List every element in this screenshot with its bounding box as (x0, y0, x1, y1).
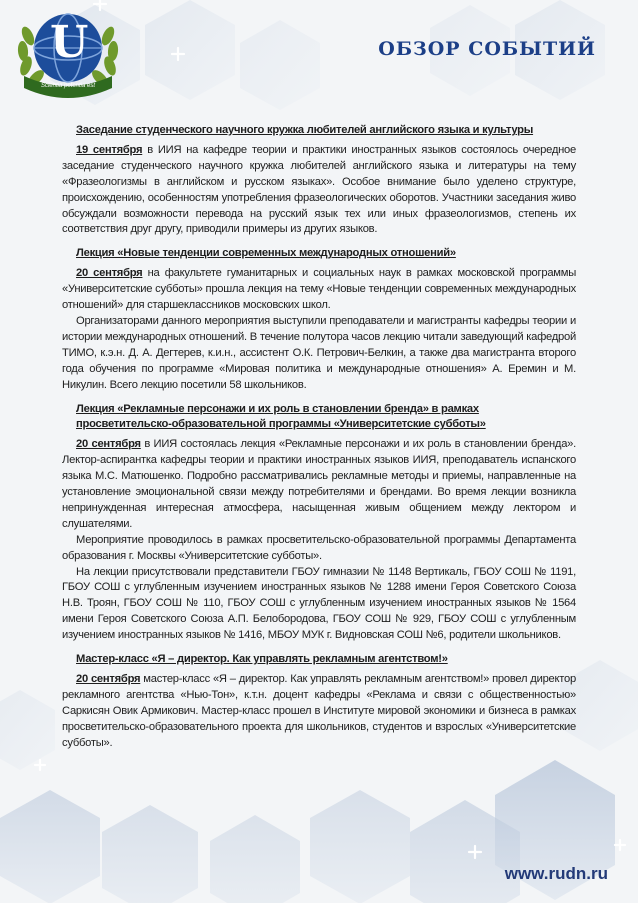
event-title: Лекция «Новые тенденции современных международных отношений» (76, 247, 456, 260)
event-section (62, 246, 576, 393)
event-title: Мастер-класс «Я – директор. Как управлять рекламным агентством!» (76, 653, 448, 666)
page-title: ОБЗОР СОБЫТИЙ (378, 38, 596, 60)
logo-ribbon-text: Scientia potentia est (40, 83, 96, 89)
event-paragraph (62, 533, 576, 565)
event-paragraph (62, 266, 576, 314)
event-section (62, 123, 576, 238)
event-section (62, 402, 576, 645)
event-paragraph (62, 143, 576, 238)
logo-letter: U (50, 17, 89, 68)
event-paragraph (62, 314, 576, 394)
event-date: 20 сентября (76, 438, 141, 451)
event-text: Мероприятие проводилось в рамках просветительско-образовательной программы Департамента образования г. Москвы «Университетские субботы». (62, 533, 576, 562)
event-title: Заседание студенческого научного кружка любителей английского языка и культуры (76, 124, 534, 136)
event-date: 20 сентября (76, 673, 141, 685)
event-paragraph (62, 565, 576, 645)
event-text: на факультете гуманитарных и социальных наук в рамках московской программы «Университетские субботы» прошла лекция на тему «Новые тенденции современных международных отношений» для старшеклассников московских школ. (62, 267, 576, 312)
event-text: Организаторами данного мероприятия выступили преподаватели и магистранты кафедры теории и истории международных отношений. В течение полутора часов лекцию читали заведующий кафедрой ТИМО, к.э.н. Д. А. Дегтерев, к.и.н., ассистент О.К. Петрович-Белкин, а также два магистранта второго года обучения по программе «Мировая политика и международные отношения» А. Еремин и М. Никулин. Всего лекцию посетили 58 школьников. (62, 314, 576, 391)
event-text: На лекции присутствовали представители ГБОУ гимназии № 1148 Вертикаль, ГБОУ СОШ № 1191, ГБОУ СОШ с углубленным изучением иностранных языков № 1288 имени Героя Советского Союза Н.В. Троян, ГБОУ СОШ № 110, ГБОУ СОШ с углубленным изучением иностранных языков № 1564 имени Героя Советского Союза А.П. Белобородова, ГБОУ СОШ № 929, ГБОУ СОШ с углубленным изучением иностранных языков № 1416, МБОУ МУК г. Видновская СОШ №6, родители школьников. (62, 565, 576, 642)
event-section (62, 652, 576, 751)
event-text: мастер-класс «Я – директор. Как управлять рекламным агентством!» провел директор рекламного агентства «Нью-Тон», к.т.н. доцент кафедры «Реклама и связи с общественностью» Саркисян Овик Армикович. Мастер-класс прошел в Институте мировой экономики и бизнеса в рамках просветительско-образовательного проекта для школьников, студентов и взрослых «Университетские субботы». (62, 673, 576, 749)
event-paragraph (62, 672, 576, 752)
event-title: Лекция «Рекламные персонажи и их роль в становлении бренда» в рамках просветительско-образовательной программы «Университетские субботы» (76, 402, 486, 431)
event-paragraph (62, 437, 576, 532)
event-date: 20 сентября (76, 267, 143, 280)
events-review (62, 123, 576, 760)
event-text: в ИИЯ состоялась лекция «Рекламные персонажи и их роль в становлении бренда». Лектор-аспирантка кафедры теории и практики иностранных языков ИИЯ, преподаватель испанского языка М.С. Матюшенко. Подробно рассматривались рекламные методы и приемы, направленные на установление эмоциональной связи между потребителями и брендами. Во время лекции возникла непринужденная интересная атмосфера, насыщенная живым общением между лектором и слушателями. (62, 438, 577, 530)
university-logo (6, 6, 130, 106)
event-text: в ИИЯ на кафедре теории и практики иностранных языков состоялось очередное заседание студенческого научного кружка любителей английского языка и литературы на тему «Фразеологизмы в английском и русском языках». Особое внимание было уделено структуре, происхождению, особенностям употребления фразеологических оборотов. Участники заседания живо обсуждали возможности перевода на русский язык тех или иных фразеологизмов, степень их соответствия друг другу, приводили примеры из других языков. (62, 143, 576, 236)
event-date: 19 сентября (76, 143, 143, 156)
footer-website-url: www.rudn.ru (504, 864, 608, 883)
